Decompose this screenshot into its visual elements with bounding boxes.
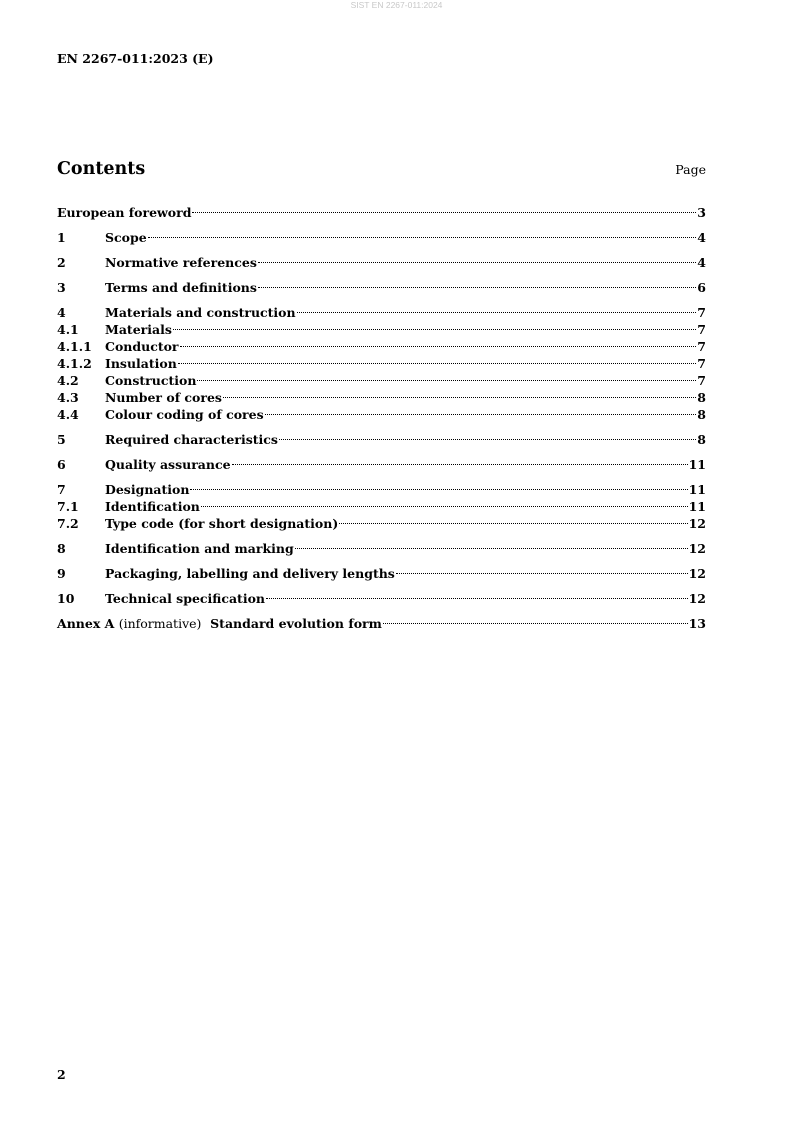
dot-leader: [192, 200, 696, 217]
toc-entry-title: Type code (for short designation): [105, 516, 339, 531]
dot-leader: [258, 250, 696, 267]
toc-entry-number: 9: [57, 566, 66, 581]
toc-entry-page: 6: [697, 280, 706, 295]
toc-entry-normative-references[interactable]: [57, 250, 706, 270]
toc-entry-page: 7: [697, 373, 706, 388]
toc-entry-title: Terms and definitions: [105, 280, 257, 295]
page-number: 2: [57, 1067, 66, 1082]
dot-leader: [339, 511, 687, 528]
dot-leader: [297, 300, 697, 317]
toc-entry-annex-a[interactable]: [57, 611, 706, 631]
toc-entry-page: 8: [697, 432, 706, 447]
dot-leader: [197, 368, 696, 385]
toc-entry-title: Number of cores: [105, 390, 222, 405]
toc-entry-page: 3: [697, 205, 706, 220]
toc-entry-page: 8: [697, 407, 706, 422]
toc-entry-scope[interactable]: [57, 225, 706, 245]
toc-entry-title: Required characteristics: [105, 432, 278, 447]
toc-entry-technical-specification[interactable]: [57, 586, 706, 606]
toc-entry-number: 10: [57, 591, 75, 606]
contents-heading: Contents: [57, 159, 146, 179]
toc-entry-page: 13: [688, 616, 706, 631]
toc-entry-page: 8: [697, 390, 706, 405]
toc-entry-number: 7: [57, 482, 66, 497]
dot-leader: [190, 477, 687, 494]
table-of-contents: [57, 200, 706, 631]
toc-entry-number: 4.2: [57, 373, 79, 388]
dot-leader: [232, 452, 688, 469]
toc-entry-terms-definitions[interactable]: [57, 275, 706, 295]
toc-entry-page: 12: [688, 591, 706, 606]
annex-title: Standard evolution form: [210, 616, 382, 631]
dot-leader: [173, 317, 696, 334]
watermark: SIST EN 2267-011:2024: [350, 0, 443, 10]
dot-leader: [148, 225, 697, 242]
toc-entry-title: Designation: [105, 482, 190, 497]
toc-entry-number: 1: [57, 230, 66, 245]
toc-entry-title: Packaging, labelling and delivery lengths: [105, 566, 395, 581]
dot-leader: [258, 275, 696, 292]
dot-leader: [178, 351, 696, 368]
toc-entry-title: [57, 615, 382, 632]
toc-entry-page: 12: [688, 566, 706, 581]
toc-entry-number: 4: [57, 305, 66, 320]
toc-entry-page: 4: [697, 255, 706, 270]
toc-entry-title: Insulation: [105, 356, 177, 371]
toc-entry-number: 2: [57, 255, 66, 270]
toc-entry-number: 4.1.2: [57, 356, 92, 371]
toc-entry-number: 4.3: [57, 390, 79, 405]
toc-entry-number: 7.2: [57, 516, 79, 531]
toc-entry-title: Materials and construction: [105, 305, 296, 320]
toc-entry-title: Identification and marking: [105, 541, 294, 556]
toc-entry-required-characteristics[interactable]: [57, 427, 706, 447]
page-column-label: Page: [675, 162, 706, 177]
dot-leader: [295, 536, 688, 553]
toc-entry-number: 4.1.1: [57, 339, 92, 354]
dot-leader: [265, 402, 697, 419]
toc-entry-number: 6: [57, 457, 66, 472]
toc-entry-number: 7.1: [57, 499, 79, 514]
toc-entry-title: Technical specification: [105, 591, 266, 606]
toc-entry-title: Identification: [105, 499, 200, 514]
toc-entry-designation[interactable]: [57, 477, 706, 497]
dot-leader: [383, 611, 688, 628]
dot-leader: [396, 561, 688, 578]
toc-entry-title: Colour coding of cores: [105, 407, 264, 422]
toc-entry-quality-assurance[interactable]: [57, 452, 706, 472]
toc-entry-packaging[interactable]: [57, 561, 706, 581]
toc-entry-number: 8: [57, 541, 66, 556]
toc-entry-title: Normative references: [105, 255, 257, 270]
toc-entry-page: 7: [697, 322, 706, 337]
dot-leader: [223, 385, 696, 402]
toc-entry-page: 4: [697, 230, 706, 245]
toc-entry-title: Scope: [105, 230, 147, 245]
toc-entry-page: 12: [688, 516, 706, 531]
toc-entry-page: 11: [688, 499, 706, 514]
dot-leader: [266, 586, 688, 603]
toc-entry-foreword[interactable]: [57, 200, 706, 220]
toc-entry-page: 11: [688, 457, 706, 472]
dot-leader: [201, 494, 688, 511]
toc-entry-number: 3: [57, 280, 66, 295]
toc-entry-materials-construction[interactable]: [57, 300, 706, 320]
annex-label: Annex A: [57, 616, 115, 631]
toc-entry-page: 7: [697, 339, 706, 354]
toc-entry-identification-marking[interactable]: [57, 536, 706, 556]
document-id: EN 2267-011:2023 (E): [57, 51, 214, 66]
toc-entry-title: European foreword: [57, 205, 192, 220]
toc-entry-title: Quality assurance: [105, 457, 231, 472]
toc-entry-page: 11: [688, 482, 706, 497]
toc-entry-number: 4.4: [57, 407, 79, 422]
toc-entry-title: Conductor: [105, 339, 179, 354]
annex-note: (informative): [118, 616, 202, 631]
dot-leader: [279, 427, 696, 444]
toc-entry-number: 5: [57, 432, 66, 447]
toc-entry-page: 7: [697, 356, 706, 371]
dot-leader: [180, 334, 697, 351]
toc-entry-page: 12: [688, 541, 706, 556]
toc-entry-title: Construction: [105, 373, 197, 388]
toc-entry-title: Materials: [105, 322, 172, 337]
toc-entry-page: 7: [697, 305, 706, 320]
toc-entry-number: 4.1: [57, 322, 79, 337]
